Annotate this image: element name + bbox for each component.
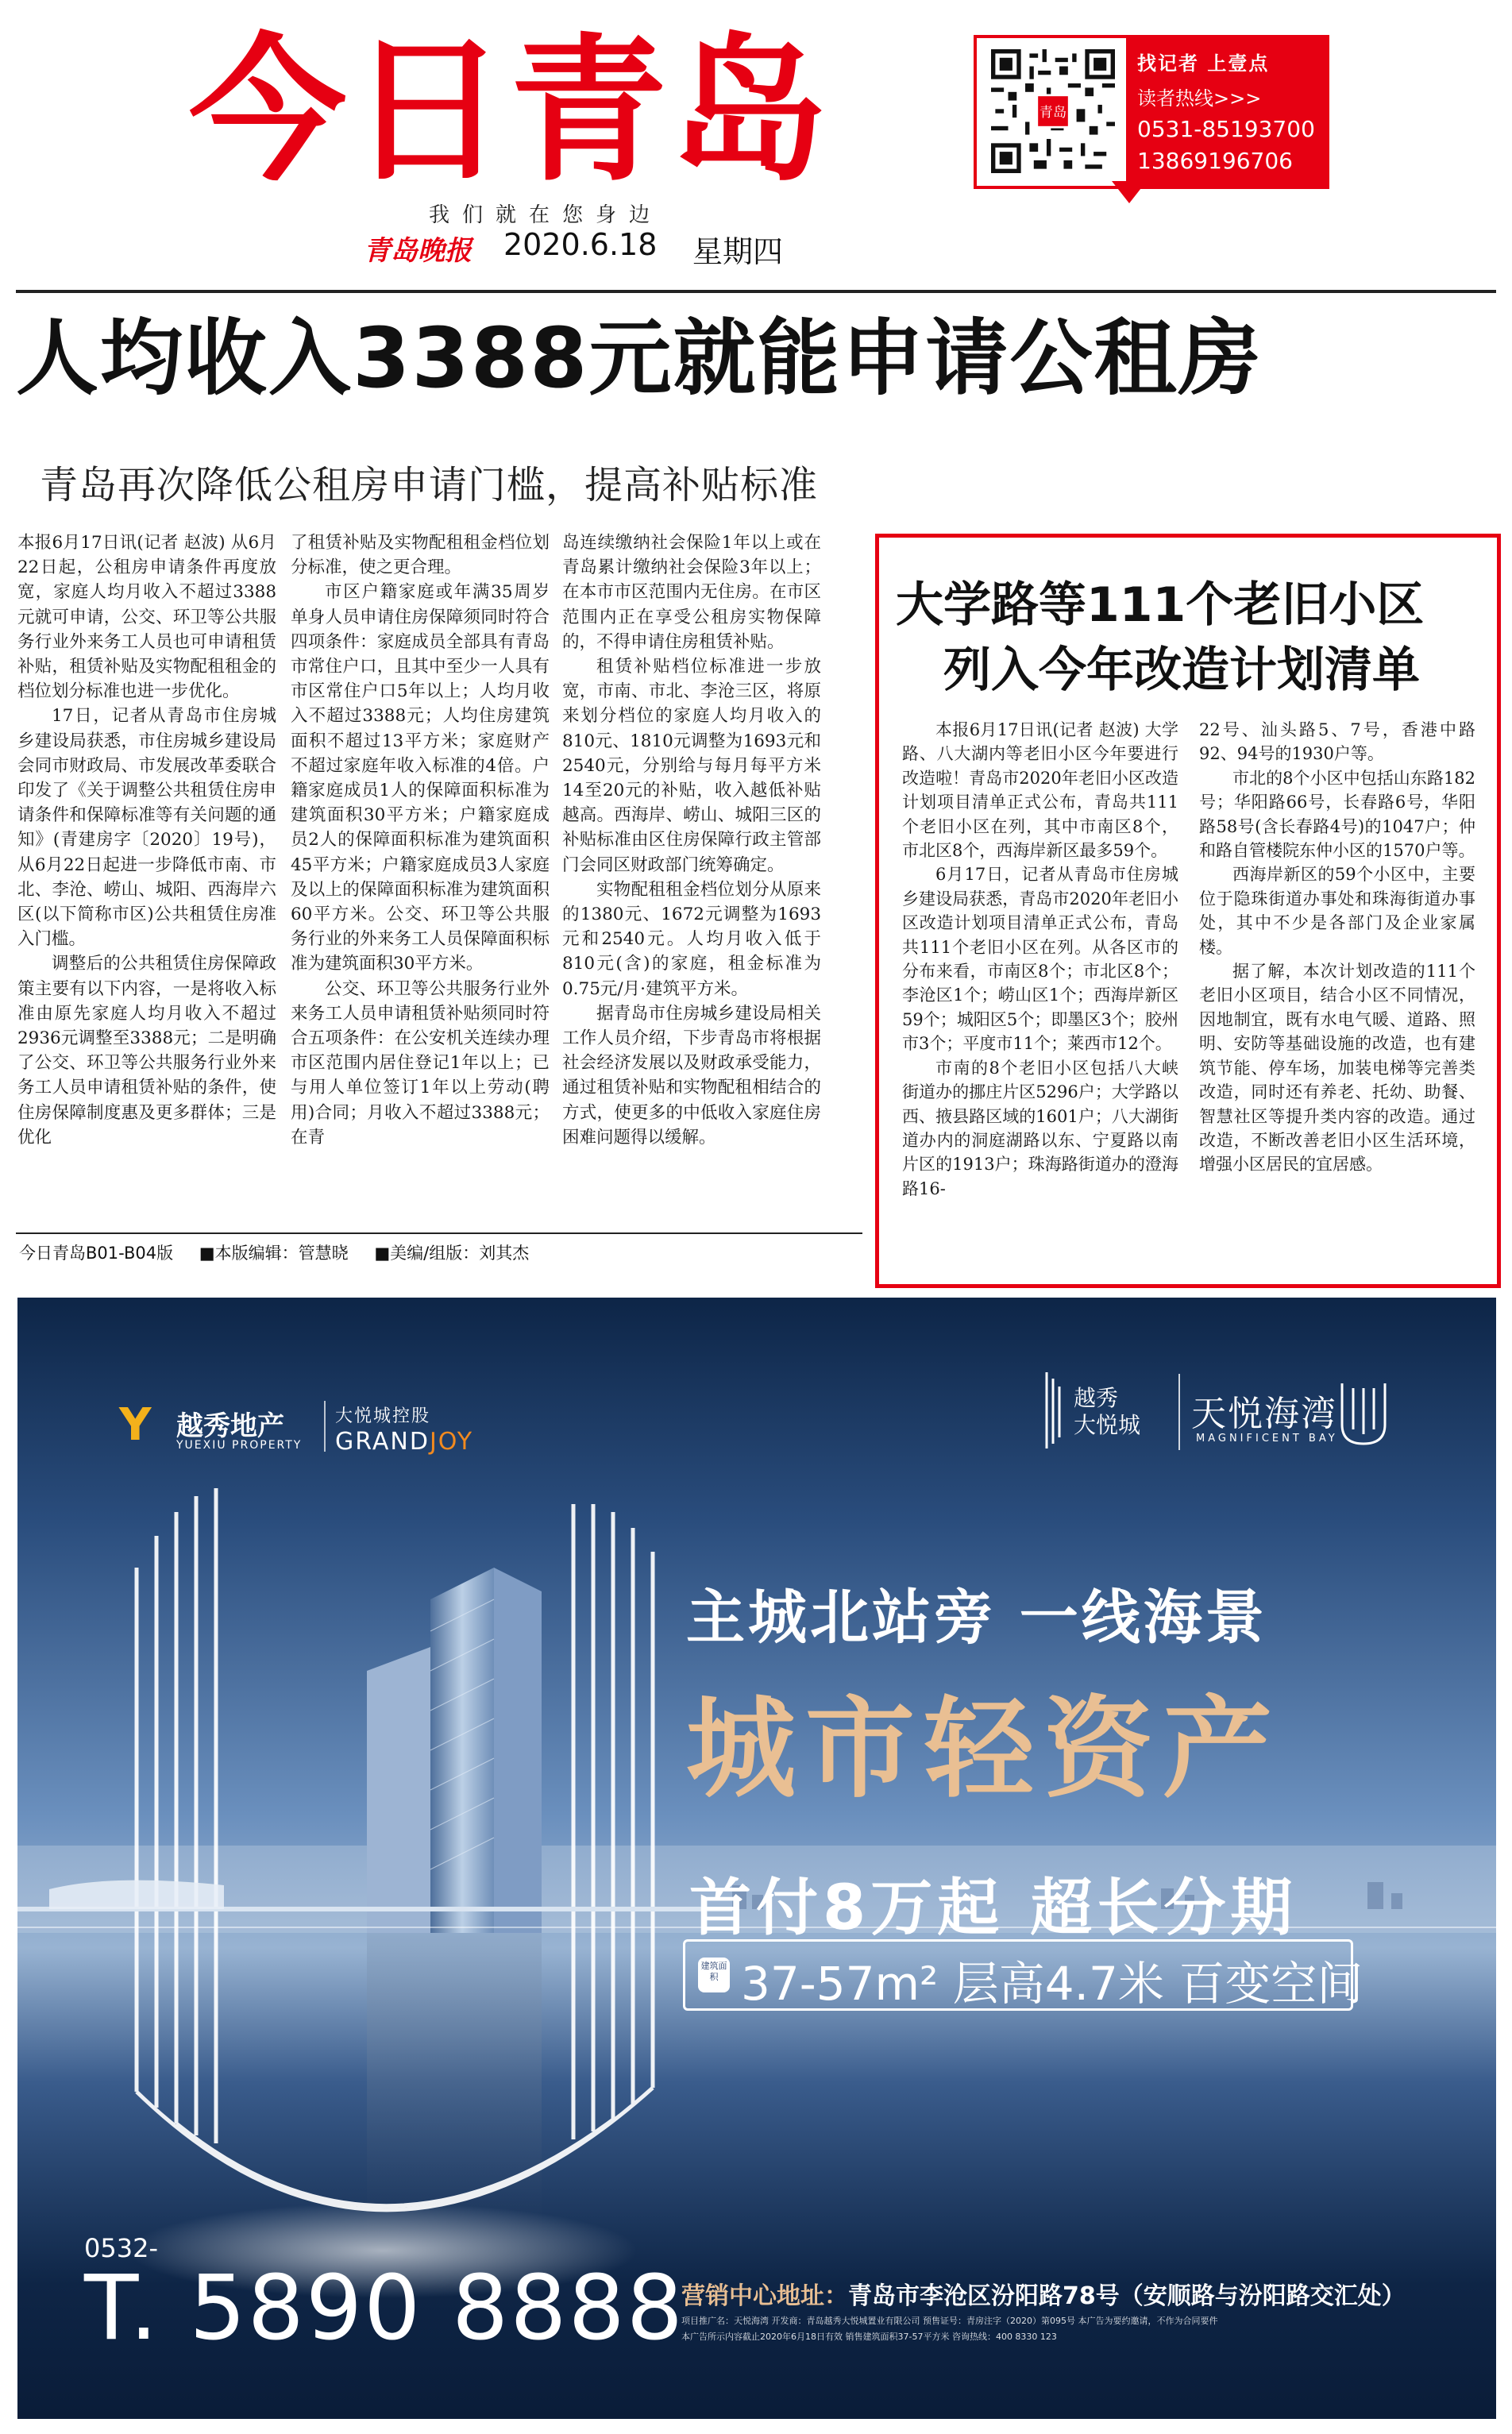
ad-tagline-2: 城市轻资产	[686, 1685, 1282, 1813]
reader-contact-panel	[1126, 38, 1326, 186]
article-paragraph: 调整后的公共租赁住房保障政策主要有以下内容，一是将收入标准由原先家庭人均月收入不超过2936元调整至3388元；二是明确了公交、环卫等公共服务行业外来务工人员申请租赁补贴的条件，使住房保障制度惠及更多群体；三是优化	[17, 954, 276, 1148]
page-credits	[19, 1240, 550, 1264]
ad-brand-name: 越秀地产	[176, 1410, 284, 1442]
hotline-label: 读者热线>>>	[1137, 87, 1262, 110]
ad-phone-number[interactable]: T. 5890 8888	[84, 2257, 685, 2360]
masthead-title: 今日青岛	[189, 19, 831, 203]
issue-weekday: 星期四	[692, 234, 784, 269]
article-column-1	[17, 530, 276, 1150]
ad-partner-name-en	[335, 1428, 473, 1456]
credits-pages: 今日青岛B01-B04版	[19, 1244, 174, 1263]
ad-tagline-1: 主城北站旁 一线海景	[686, 1583, 1267, 1652]
paper-name: 青岛晚报	[364, 235, 472, 267]
ad-partner-en-a: GRAND	[335, 1428, 430, 1456]
hotline-phone-2[interactable]: 13869196706	[1137, 148, 1293, 174]
credits-rule	[16, 1232, 862, 1234]
article-paragraph: 市区户籍家庭或年满35周岁单身人员申请住房保障须同时符合四项条件：家庭成员全部具有青岛市常住户口，且其中至少一人具有市区常住户口5年以上；人均月收入不超过3388元；人均住房建筑面积不超过13平方米；家庭财产不超过家庭年收入标准的4倍。户籍家庭成员1人的保障面积标准为建筑面积30平方米；户籍家庭成员2人的保障面积标准为建筑面积45平方米；户籍家庭成员3人家庭及以上的保障面积标准为建筑面积60平方米。公交、环卫等公共服务行业的外来务工人员保障面积标准为建筑面积30平方米。	[291, 582, 550, 974]
sidebar-column-1	[902, 718, 1178, 1201]
ad-spec-box	[683, 1939, 1364, 2011]
subheadline: 青岛再次降低公租房申请门槛，提高补贴标准	[40, 463, 819, 507]
ad-partner-en-b: JOY	[429, 1428, 474, 1456]
ad-brand-name-en: YUEXIU PROPERTY	[176, 1439, 303, 1452]
sidebar-title-line-1: 大学路等111个老旧小区	[896, 577, 1425, 633]
article-column-3	[562, 530, 821, 1150]
speech-bubble-tail	[1112, 181, 1147, 203]
spec-area-badge: 建筑面积	[698, 1958, 730, 1992]
qr-label: 青岛	[1039, 104, 1067, 121]
ad-address-text: 青岛市李沧区汾阳路78号（安顺路与汾阳路交汇处）	[848, 2282, 1406, 2310]
credits-editor: ■本版编辑：管慧晓	[199, 1244, 349, 1263]
article-paragraph: 实物配租租金档位划分从原来的1380元、1672元调整为1693元和2540元。人均月收入低于810元(含)的家庭，租金标准为0.75元/月·建筑平方米。	[562, 879, 821, 999]
sidebar-paragraph: 6月17日，记者从青岛市住房城乡建设局获悉，青岛市2020年老旧小区改造计划项目清单正式公布，青岛共111个老旧小区在列。从各区市的分布来看，市南区8个；市北区8个；李沧区1个；崂山区1个；西海岸新区59个；城阳区5个；即墨区3个；胶州市3个；平度市11个；莱西市12个。	[902, 865, 1178, 1054]
article-paragraph: 本报6月17日讯(记者 赵波) 从6月22日起，公租房申请条件再度放宽，家庭人均月收入不超过3388元就可申请，公交、环卫等公共服务行业外来务工人员也可申请租赁补贴，租赁补贴及实物配租租金的档位划分标准也进一步优化。	[17, 533, 276, 702]
hotline-phone-1[interactable]: 0531-85193700	[1137, 116, 1315, 142]
ad-sales-address	[681, 2276, 1406, 2311]
article-paragraph: 租赁补贴档位标准进一步放宽，市南、市北、李沧三区，将原来划分档位的家庭人均月收入的810元、1810元调整为1693元和2540元，分别给与每月每平方米14至20元的补贴，收入越低补贴越高。西海岸、崂山、城阳三区的补贴标准由区住房保障行政主管部门会同区财政部门统筹确定。	[562, 657, 821, 875]
article-paragraph: 据青岛市住房城乡建设局相关工作人员介绍，下步青岛市将根据社会经济发展以及财政承受能力，通过租赁补贴和实物配租相结合的方式，使更多的中低收入家庭住房困难问题得以缓解。	[562, 1003, 821, 1148]
ad-spec-text: 37-57m² 层高4.7米 百变空间	[741, 1957, 1364, 2011]
sidebar-paragraph: 市南的8个老旧小区包括八大峡街道办的挪庄片区5296户；大学路以西、掖县路区域的1601户；八大湖街道办内的洞庭湖路以东、宁夏路以南片区的1913户；珠海路街道办的澄海路16-	[902, 1058, 1178, 1198]
article-paragraph: 公交、环卫等公共服务行业外来务工人员申请租赁补贴须同时符合五项条件：在公安机关连续办理市区范围内居住登记1年以上；已与用人单位签订1年以上劳动(聘用)合同；月收入不超过3388元；在青	[291, 978, 550, 1148]
project-logo-strokes-icon	[1043, 1371, 1063, 1450]
project-logo-divider	[1178, 1374, 1180, 1450]
project-name-en: MAGNIFICENT BAY	[1196, 1433, 1338, 1445]
credits-designer: ■美编/组版：刘其杰	[374, 1244, 530, 1263]
project-name: 天悦海湾	[1191, 1394, 1337, 1434]
ad-address-label: 营销中心地址：	[681, 2282, 848, 2310]
ad-phone-prefix: 0532-	[84, 2233, 158, 2263]
find-reporter-label: 找记者 上壹点	[1137, 52, 1270, 75]
project-brand-line-2: 大悦城	[1074, 1412, 1141, 1438]
ad-partner-name: 大悦城控股	[335, 1406, 431, 1426]
ad-fineprint-1: 项目推广名：天悦海湾 开发商：青岛越秀大悦城置业有限公司 预售证号：青房注字（2020）第095号 本广告为要约邀请，不作为合同要件	[681, 2316, 1218, 2326]
sidebar-paragraph: 西海岸新区的59个小区中，主要位于隐珠街道办事处和珠海街道办事处，其中不少是各部门及企业家属楼。	[1199, 865, 1475, 957]
article-paragraph: 了租赁补贴及实物配租租金档位划分标准，使之更合理。	[291, 533, 550, 578]
masthead-rule	[16, 290, 1496, 293]
real-estate-advertisement[interactable]	[17, 1298, 1496, 2419]
issue-date: 2020.6.18	[503, 227, 658, 262]
qr-code-icon[interactable]	[991, 49, 1115, 173]
article-paragraph: 17日，记者从青岛市住房城乡建设局获悉，市住房城乡建设局会同市财政局、市发展改革委联合印发了《关于调整公共租赁住房申请条件和保障标准等有关问题的通知》(青建房字〔2020〕19号)，从6月22日起进一步降低市南、市北、李沧、崂山、城阳、西海岸六区(以下简称市区)公共租赁住房准入门槛。	[17, 706, 276, 950]
sidebar-paragraph: 22号、汕头路5、7号，香港中路92、94号的1930户等。	[1199, 720, 1475, 764]
ad-tagline-3: 首付8万起 超长分期	[689, 1873, 1298, 1944]
ad-fineprint-2: 本广告所示内容截止2020年6月18日有效 销售建筑面积37-57平方米 咨询热线：400 8330 123	[681, 2332, 1057, 2342]
sidebar-title-line-2: 列入今年改造计划清单	[943, 642, 1420, 698]
sidebar-paragraph: 本报6月17日讯(记者 赵波) 大学路、八大湖内等老旧小区今年要进行改造啦！青岛市2020年老旧小区改造计划项目清单正式公布，青岛共111个老旧小区在列，其中市南区8个，市北区8个，西海岸新区最多59个。	[902, 720, 1178, 861]
headline: 人均收入3388元就能申请公租房	[16, 310, 1263, 407]
sidebar-paragraph: 据了解，本次计划改造的111个老旧小区项目，结合小区不同情况，因地制宜，既有水电气暖、道路、照明、安防等基础设施的改造，也有建筑节能、停车场，加装电梯等完善类改造，同时还有养老、托幼、助餐、智慧社区等提升类内容的改造。通过改造，不断改善老旧小区生活环境，增强小区居民的宜居感。	[1199, 962, 1475, 1175]
sidebar-column-2	[1199, 718, 1475, 1177]
article-paragraph: 岛连续缴纳社会保险1年以上或在青岛累计缴纳社会保险3年以上；在本市市区范围内无住房。在市区范围内正在享受公租房实物保障的，不得申请住房租赁补贴。	[562, 533, 821, 652]
project-brand	[1074, 1385, 1140, 1439]
masthead-slogan: 我们就在您身边	[429, 203, 663, 227]
contact-box	[974, 35, 1329, 189]
ad-logo-divider	[324, 1401, 326, 1452]
article-column-2	[291, 530, 550, 1150]
sidebar-paragraph: 市北的8个小区中包括山东路182号；华阳路66号，长春路6号，华阳路58号(含长春路4号)的1047户；仲和路自管楼院东仲小区的1570户等。	[1199, 768, 1475, 861]
project-brand-line-1: 越秀	[1074, 1385, 1119, 1411]
yuexiu-logo-icon: Y	[119, 1399, 152, 1451]
project-emblem-icon	[1336, 1377, 1391, 1450]
